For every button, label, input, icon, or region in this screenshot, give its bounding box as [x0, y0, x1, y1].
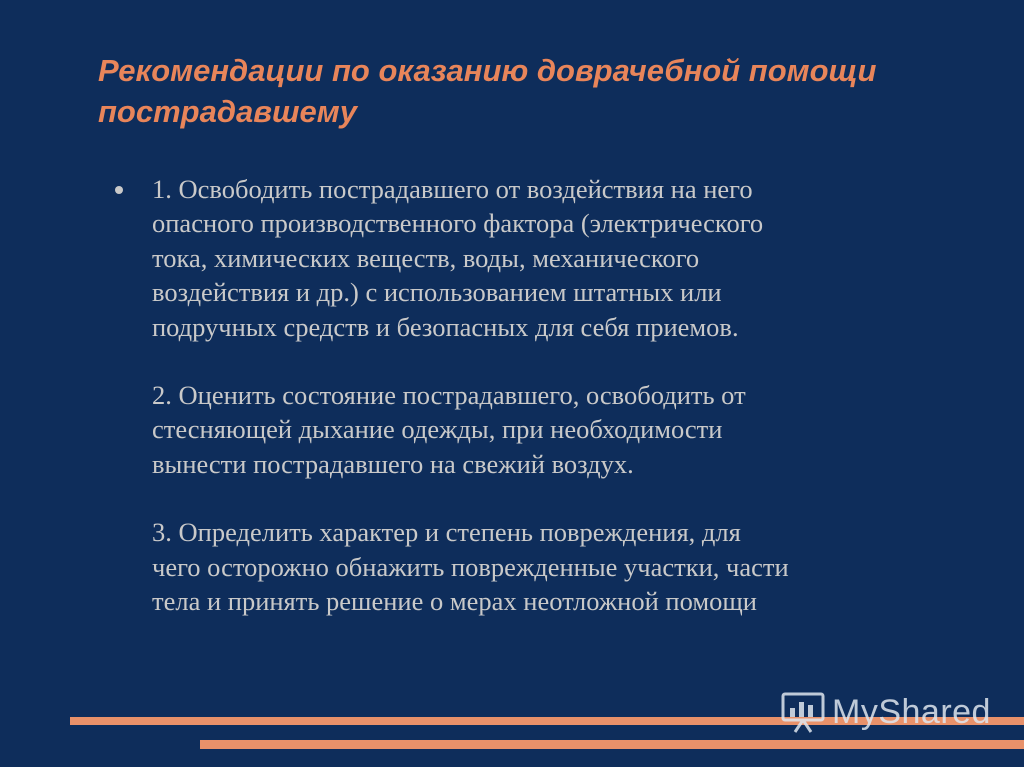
bullet-icon [115, 186, 123, 194]
paragraph-2: 2. Оценить состояние пострадавшего, освободить от стесняющей дыхание одежды, при необходимости вынести пострадавшего на свежий воздух. [152, 380, 746, 479]
paragraph-1: 1. Освободить пострадавшего от воздействия на него опасного производственного фактора (электрического тока, химических веществ, воды, механического воздействия и др.) с использованием штатных или подручных средств и безопасных для себя приемов. [152, 174, 764, 342]
paragraph-3: 3. Определить характер и степень повреждения, для чего осторожно обнажить поврежденные участки, части тела и принять решение о мерах неотложной помощи [152, 517, 789, 617]
watermark [780, 688, 991, 736]
watermark-label: MyShared [832, 692, 991, 731]
decorative-stripe-bottom [200, 740, 1024, 749]
slide-title: Рекомендации по оказанию доврачебной помощи пострадавшему [98, 53, 877, 129]
presentation-board-icon [780, 690, 826, 734]
slide-body [152, 172, 1002, 618]
